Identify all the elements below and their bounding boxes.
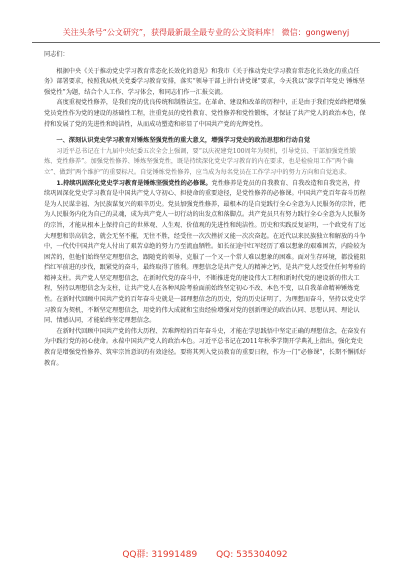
paragraph: 在新时代回顾中国共产党的伟大历程、苦难辉煌的百年奋斗史，才能在学思践悟中坚定正确的理想信念，在奋发有为中践行党的初心使命。永葆中国共产党人的政治本色。习近平总书记在2011年秋季学期开学典礼上指出，强化党史教育是增强党性修养、筑牢宗旨意识的有效途径。要将其列入党员教育的重要日程，作为一门“必修课”，长期不懈抓好教育。 [44, 327, 366, 367]
footer [30, 546, 380, 564]
salutation: 同志们： [44, 51, 69, 58]
paragraph-body: 党性修养是党员的自我教育、自我改造和自我完善，持续巩固深化党史学习教育是中国共产党人守初心、担使命的重要途径，是党性修养的必修课。中国共产党百年奋斗历程是为人民谋幸福、为民族谋复兴的艰辛历史。党员加强党性修养，最根本的是自觉践行全心全意为人民服务的宗旨，把为人民服务内化为自己的灵魂，成为共产党人一切行动的出发点和落脚点。共产党员只有努力践行全心全意为人民服务的宗旨，才能从根本上保持自己的世界观、人生观、价值观的先进性和纯洁性。历史和实践反复证明，一个政党有了远大理想和崇高信念，就会无坚不摧，无往不胜，经受住一次次挫折又能一次次奋起。在近代以来民族独立和解放的斗争中，一代代中国共产党人付出了艰苦卓绝的努力乃至流血牺牲。如长征途中红军经历了难以想象的艰难困苦，内险较为困苦的，但他们始终坚定理想信念，跟随党的领导，克服了一个又一个常人难以想象的困难。面对生存环境，都没能阻挡红军前进的步伐，跟紧党的奋斗，最终取得了胜利。理想信念是共产党人的精神之钙，是共产党人经受住任何考验的精神支柱。共产党人坚定理想信念，在新时代党的奋斗中，不断推进党的建设伟大工程和新时代党的建设新的伟大工程，坚持以理想信念为支柱，让共产党人在各种风险考验面前始终坚定初心不改、本色不变，以自我革命精神锤炼党性。在新时代回顾中国共产党的百年奋斗史就是一部理想信念的历史，党的历史证明了，为理想而奋斗，坚持以党史学习教育为契机，不断坚定理想信念，用党的伟大成就和宝贵经验增强对党的创新理论的政治认同、思想认同、理论认同、情感认同，才能始终坚定理想信念。 [44, 179, 366, 325]
banner-text: 关注头条号“公文研究”，获得最新最全最专业的公文资料库！ 微信：gongwenyj [62, 28, 350, 37]
qq-group: QQ群: 31991489 [122, 550, 198, 560]
top-banner [32, 26, 380, 43]
paragraph: 根据中央《关于推动党史学习教育常态化长效化的意见》和我市《关于推动党史学习教育常态化长效化的重点任务》部署要求，按照我局机关党委学习教育安排，落实“领导干部上讲台讲党课”要求，今天我以“深学百年党史 锤炼坚强党性”为题，结合个人工作、学习体会，和同志们作一汇报交流。 [44, 67, 365, 96]
section-heading: 一、深刻认识党史学习教育对锤炼坚强党性的重大意义，增强学习党史的政治思想和行动自觉 [56, 137, 311, 145]
bold-lead-sentence: 1.持续巩固深化党史学习教育是锤炼坚强党性的必修课。 [56, 179, 212, 187]
paragraph [44, 179, 366, 327]
qq-contact: QQ: 535304092 [216, 550, 288, 560]
document-body [44, 50, 366, 369]
paragraph: 习近平总书记在十九届中央纪委五次全会上强调，要“以庆祝建党100周年为契机，引导党员、干部加强党性锻炼、党性修养”。加强党性修养、锤炼坚强党性，既是持续深化党史学习教育的内在要求，也是检验用工作“两个确立”、做到“两个维护”的重要标尺。自觉锤炼党性修养，应当成为每名党员在工作学习中的努力方向和自觉追求。 [44, 147, 356, 176]
paragraph: 高度重视党性修养，是我们党的优良传统和制胜法宝。在革命、建设和改革的历程中，正是由于我们党始终把增强党员党性作为党的建设的基础性工程，注重党员的党性教育、党性修养和党性锻炼，才保证了共产党人的政治本色，保持和发展了党的先进性和纯洁性，从而成功塑造和彰显了中国共产党的光辉党性。 [44, 99, 366, 128]
